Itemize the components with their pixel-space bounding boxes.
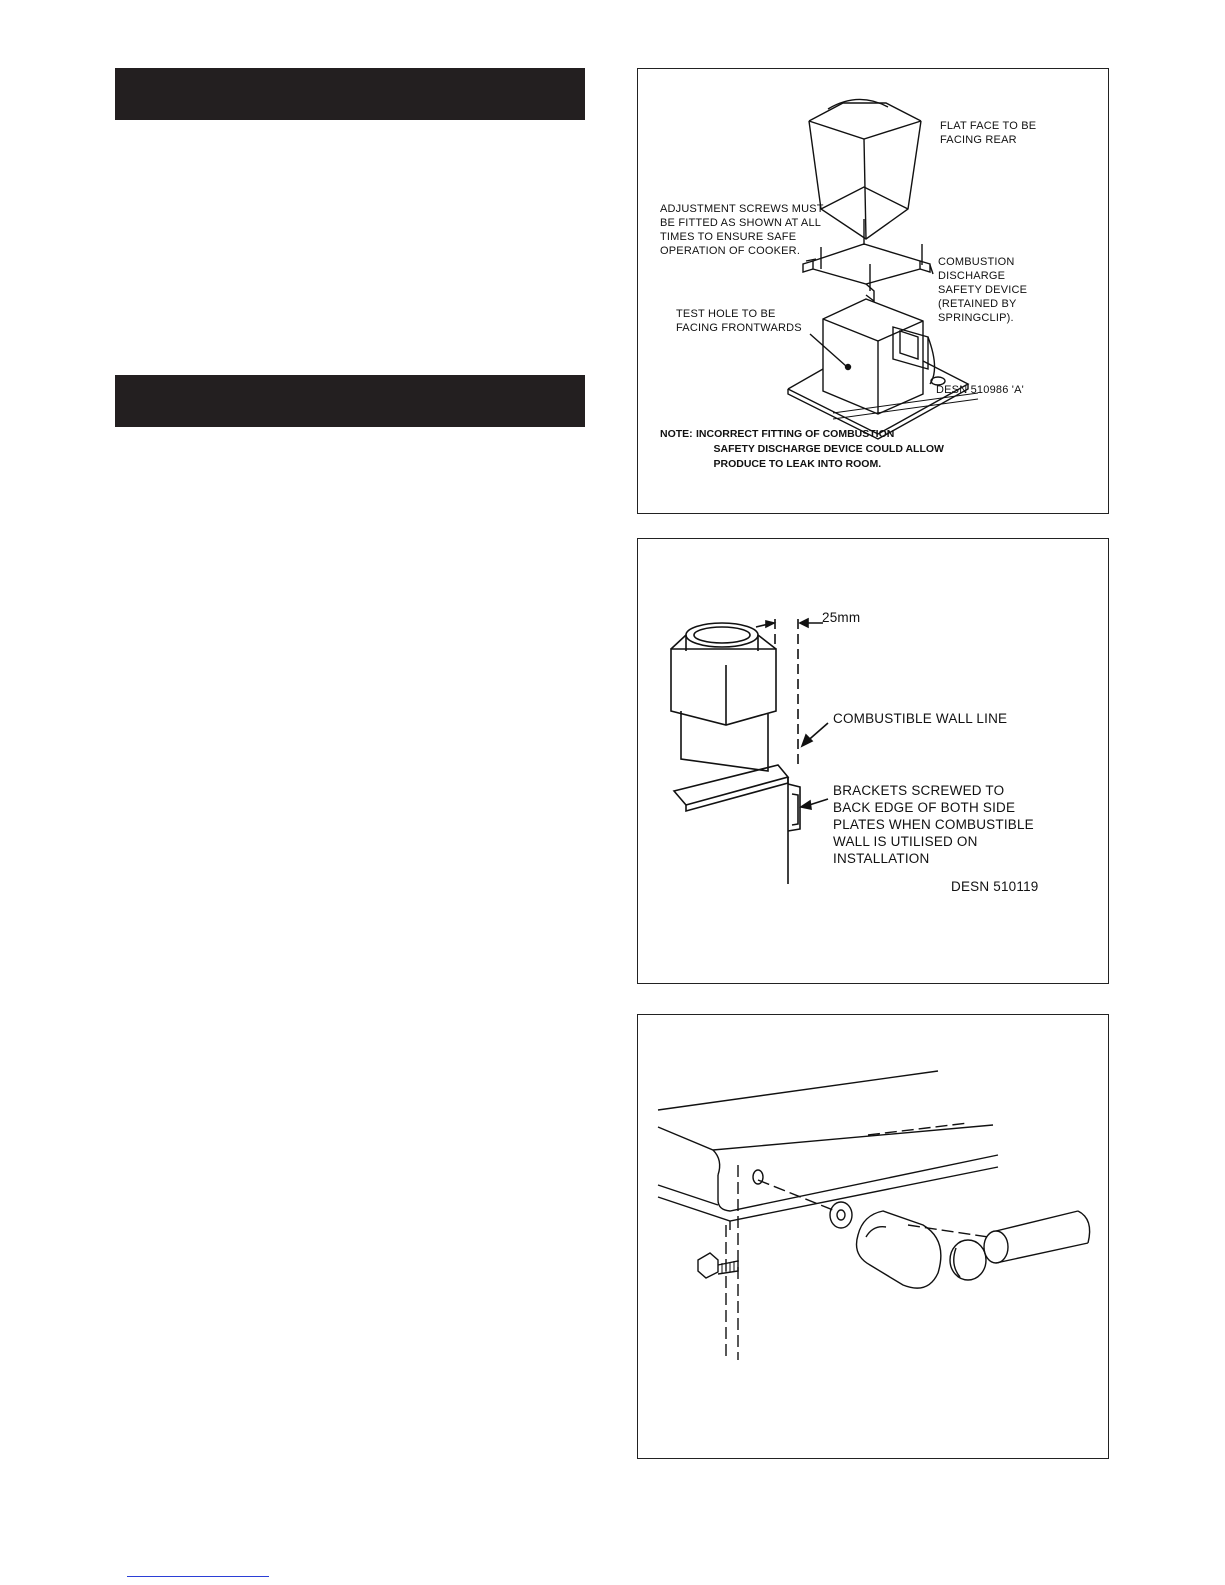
footer-underline [127, 1576, 269, 1579]
label-test-hole: TEST HOLE TO BE FACING FRONTWARDS [676, 308, 802, 334]
label-combustible-wall-line: COMBUSTIBLE WALL LINE [833, 711, 1008, 726]
note-text: INCORRECT FITTING OF COMBUSTION SAFETY DISCHARGE DEVICE COULD ALLOW PRODUCE TO LEAK INTO ROOM. [696, 428, 944, 470]
wall-clearance-drawing [638, 539, 1108, 983]
label-combustion-device: COMBUSTION DISCHARGE SAFETY DEVICE (RETAINED BY SPRINGCLIP). [938, 256, 1028, 324]
figure1-reference: DESN 510986 'A' [936, 384, 1024, 396]
label-25mm: 25mm [822, 610, 861, 625]
figure-wall-clearance [637, 538, 1109, 984]
label-adjustment-screws: ADJUSTMENT SCREWS MUST BE FITTED AS SHOWN AT ALL TIMES TO ENSURE SAFE OPERATION OF COOKER. [660, 203, 824, 257]
flue-fitting-drawing [638, 1015, 1108, 1458]
figure-flue-assembly [637, 68, 1109, 514]
note-prefix: NOTE: [660, 428, 693, 440]
section-header-bar-1 [115, 68, 585, 120]
figure-flue-fitting [637, 1014, 1109, 1459]
figure2-reference: DESN 510119 [951, 879, 1039, 894]
section-header-bar-2 [115, 375, 585, 427]
label-brackets: BRACKETS SCREWED TO BACK EDGE OF BOTH SIDE PLATES WHEN COMBUSTIBLE WALL IS UTILISED ON INSTALLATION [833, 783, 1034, 866]
label-flat-face: FLAT FACE TO BE FACING REAR [940, 120, 1037, 146]
